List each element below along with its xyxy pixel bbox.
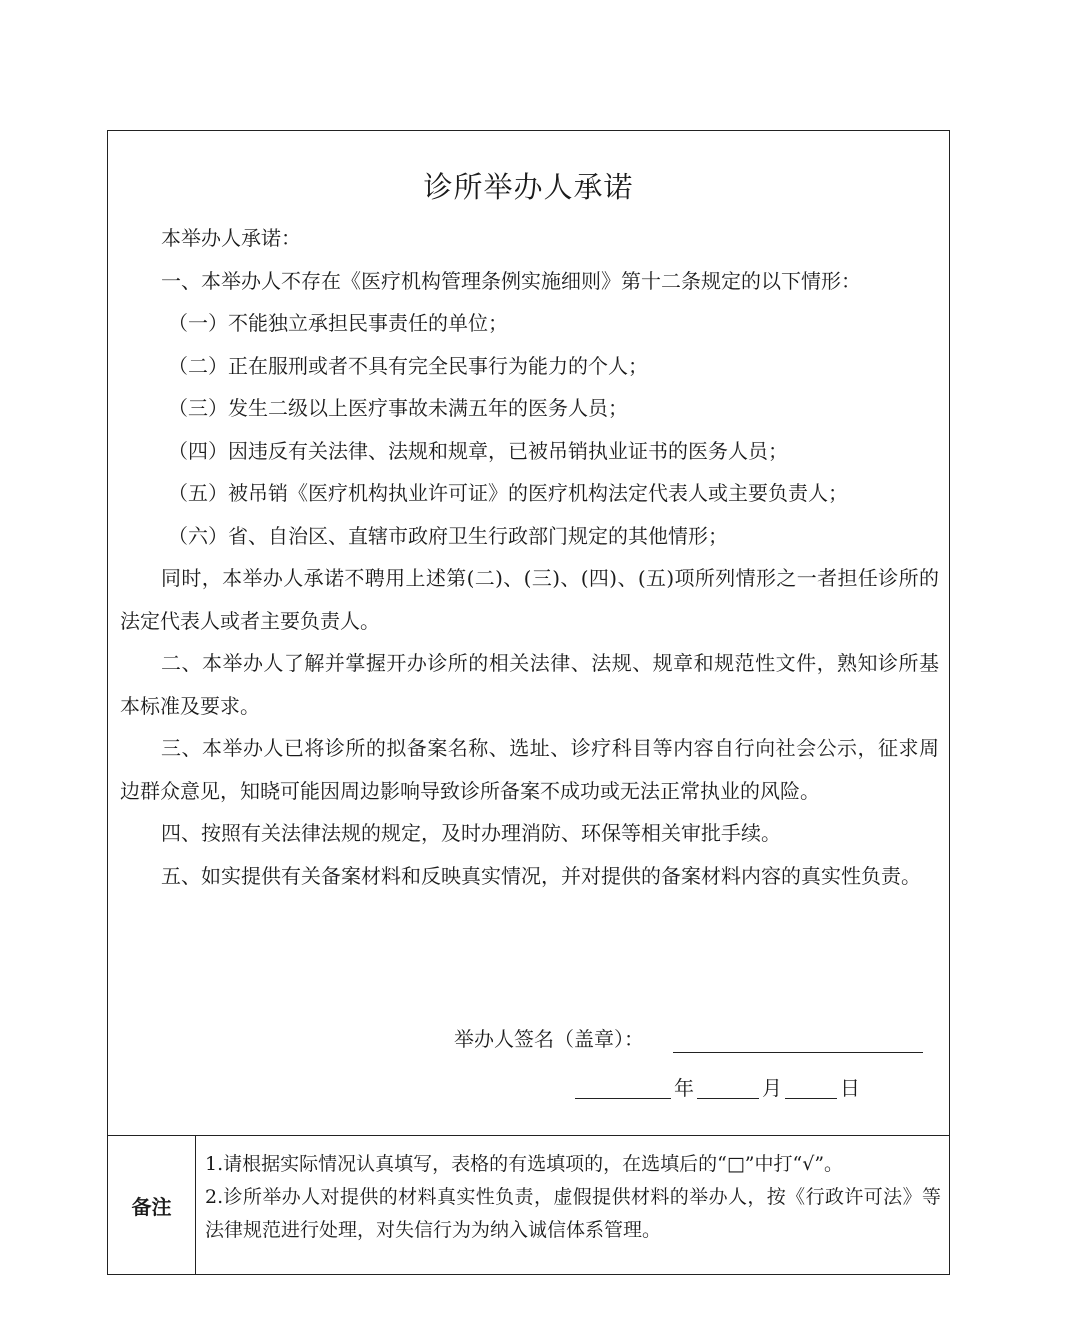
section-1-item: （二）正在服刑或者不具有完全民事行为能力的个人； [168,353,648,378]
remarks-note: 2.诊所举办人对提供的材料真实性负责，虚假提供材料的举办人，按《行政许可法》等法律规范进行处理，对失信行为为纳入诚信体系管理。 [205,1186,941,1241]
remarks-body [205,1148,941,1247]
section-1-item: （三）发生二级以上医疗事故未满五年的医务人员； [168,396,628,420]
remarks-section [108,1136,949,1274]
day-blank[interactable] [785,1074,837,1099]
year-blank[interactable] [575,1074,671,1099]
section-1-item: （四）因违反有关法律、法规和规章，已被吊销执业证书的医务人员； [168,438,788,463]
signature-field[interactable] [673,1052,923,1053]
year-label: 年 [674,1076,694,1100]
section-5: 五、如实提供有关备案材料和反映真实情况，并对提供的备案材料内容的真实性负责。 [161,863,921,888]
signature-label: 举办人签名（盖章）： [454,1027,644,1051]
page-title: 诊所举办人承诺 [423,170,634,204]
section-1-item: （一）不能独立承担民事责任的单位； [168,311,508,335]
intro-text: 本举办人承诺： [161,226,301,250]
section-2: 二、本举办人了解并掌握开办诊所的相关法律、法规、规章和规范性文件，熟知诊所基本标准及要求。 [120,651,939,718]
month-label: 月 [762,1076,782,1100]
month-blank[interactable] [697,1074,759,1099]
remarks-note: 1.请根据实际情况认真填写，表格的有选填项的，在选填后的“□”中打“√”。 [205,1153,844,1175]
remarks-label: 备注 [108,1136,196,1274]
section-1-item: （六）省、自治区、直辖市政府卫生行政部门规定的其他情形； [168,523,728,548]
commitment-body [120,217,939,897]
date-field [575,1073,863,1103]
section-1-heading: 一、本举办人不存在《医疗机构管理条例实施细则》第十二条规定的以下情形： [161,268,861,293]
commitment-form [107,130,950,1275]
day-label: 日 [840,1076,860,1100]
section-3: 三、本举办人已将诊所的拟备案名称、选址、诊疗科目等内容自行向社会公示，征求周边群众意见，知晓可能因周边影响导致诊所备案不成功或无法正常执业的风险。 [120,736,939,803]
commitment-section [108,131,949,1136]
section-4: 四、按照有关法律法规的规定，及时办理消防、环保等相关审批手续。 [161,821,781,845]
section-1-item: （五）被吊销《医疗机构执业许可证》的医疗机构法定代表人或主要负责人； [168,481,848,505]
section-1-also: 同时，本举办人承诺不聘用上述第(二)、(三)、(四)、(五)项所列情形之一者担任诊所的法定代表人或者主要负责人。 [120,566,939,633]
